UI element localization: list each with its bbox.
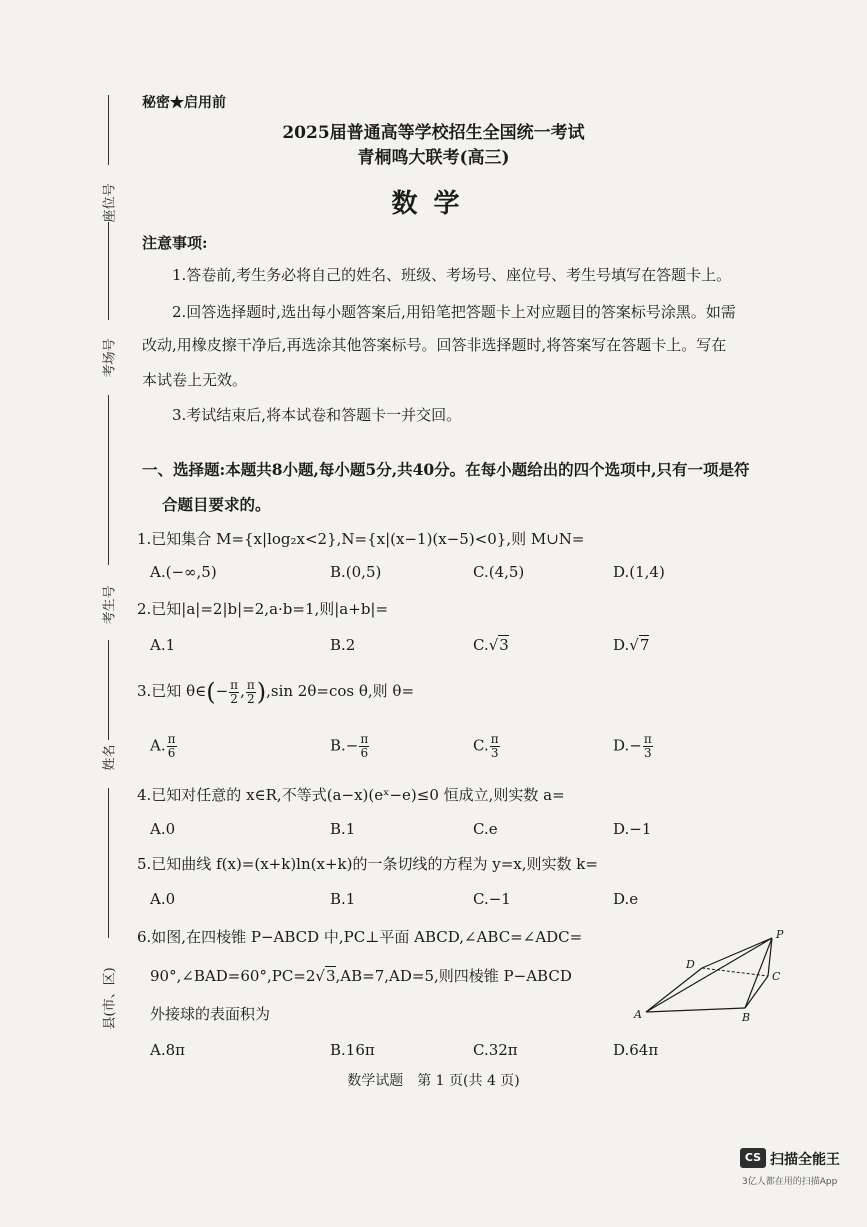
q1-option-b: B.(0,5)	[330, 563, 382, 581]
watermark-tagline: 3亿人都在用的扫描App	[742, 1177, 838, 1187]
notice-item-1: 1.答卷前,考生务必将自己的姓名、班级、考场号、座位号、考生号填写在答题卡上。	[172, 266, 732, 284]
exam-title: 2025届普通高等学校招生全国统一考试	[282, 123, 585, 143]
section-heading-cont: 合题目要求的。	[162, 495, 271, 514]
room-label: 考场号	[102, 338, 118, 378]
question-6-line-1: 6.如图,在四棱锥 P−ABCD 中,PC⊥平面 ABCD,∠ABC=∠ADC=	[137, 928, 583, 946]
q3-option-d: D.− $\frac{\pi}{3}$	[613, 732, 652, 760]
q2-option-a: A.1	[150, 636, 176, 654]
secret-label: 秘密★启用前	[142, 95, 226, 111]
binding-line-2	[108, 222, 109, 320]
q2-option-c: C.√3	[473, 636, 509, 654]
q5-option-c: C.−1	[473, 890, 511, 908]
q5-option-d: D.e	[613, 890, 639, 908]
edge-ab	[646, 1008, 745, 1012]
question-1-stem: 1.已知集合 M={x|log₂x<2},N={x|(x−1)(x−5)<0},则 M∪N=	[137, 530, 585, 548]
q1-option-c: C.(4,5)	[473, 563, 525, 581]
seat-label: 座位号	[102, 183, 118, 223]
q6-option-a: A.8π	[150, 1041, 186, 1059]
q6-option-b: B.16π	[330, 1041, 375, 1059]
candidate-label: 考生号	[102, 585, 118, 625]
binding-line-4	[108, 640, 109, 740]
question-3-stem: 3.已知 θ∈(− $\frac{\pi}{2}$ , $\frac{\pi}{2}$ ),sin 2θ=cos θ,则 θ=	[137, 677, 415, 706]
q4-option-d: D.−1	[613, 820, 652, 838]
question-2-stem: 2.已知|a|=2|b|=2,a·b=1,则|a+b|=	[137, 600, 389, 618]
q6-option-c: C.32π	[473, 1041, 518, 1059]
q1-option-d: D.(1,4)	[613, 563, 665, 581]
edge-pd	[702, 938, 772, 968]
county-label: 县(市、区)	[102, 967, 118, 1030]
q3-option-a: A. $\frac{\pi}{6}$	[150, 732, 176, 760]
notice-heading: 注意事项:	[142, 234, 208, 252]
q5-option-b: B.1	[330, 890, 356, 908]
label-p: P	[776, 928, 784, 941]
q3-option-c: C. $\frac{\pi}{3}$	[473, 732, 499, 760]
notice-item-2-line-1: 2.回答选择题时,选出每小题答案后,用铅笔把答题卡上对应题目的答案标号涂黑。如需	[172, 303, 736, 321]
pyramid-figure	[630, 928, 795, 1023]
subject-title: 数学	[391, 189, 476, 219]
q1-option-a: A.(−∞,5)	[150, 563, 217, 581]
binding-line-5	[108, 788, 109, 938]
q4-option-b: B.1	[330, 820, 356, 838]
question-5-stem: 5.已知曲线 f(x)=(x+k)ln(x+k)的一条切线的方程为 y=x,则实数 k=	[137, 855, 598, 873]
q2-option-d: D.√7	[613, 636, 650, 654]
binding-line-3	[108, 395, 109, 565]
edge-ad	[646, 968, 702, 1012]
notice-item-2-line-3: 本试卷上无效。	[142, 371, 248, 389]
question-6-line-3: 外接球的表面积为	[150, 1005, 271, 1023]
section-heading: 一、选择题:本题共8小题,每小题5分,共40分。在每小题给出的四个选项中,只有一项是符	[142, 460, 750, 479]
q3-option-b: B.− $\frac{\pi}{6}$	[330, 732, 369, 760]
name-label: 姓名	[102, 744, 118, 771]
edge-bc	[745, 976, 768, 1008]
watermark-name: 扫描全能王	[770, 1152, 840, 1168]
label-c: C	[772, 970, 781, 983]
q4-option-c: C.e	[473, 820, 498, 838]
exam-subtitle: 青桐鸣大联考(高三)	[357, 148, 510, 168]
notice-item-2-line-2: 改动,用橡皮擦干净后,再选涂其他答案标号。回答非选择题时,将答案写在答题卡上。写在	[142, 336, 727, 354]
notice-item-3: 3.考试结束后,将本试卷和答题卡一并交回。	[172, 406, 462, 424]
camscanner-logo-icon: CS	[740, 1148, 766, 1168]
q2-option-b: B.2	[330, 636, 356, 654]
question-6-line-2: 90°,∠BAD=60°,PC=2√3,AB=7,AD=5,则四棱锥 P−ABCD	[150, 967, 572, 985]
label-d: D	[686, 958, 695, 971]
q6-option-d: D.64π	[613, 1041, 659, 1059]
question-4-stem: 4.已知对任意的 x∈R,不等式(a−x)(eˣ−e)≤0 恒成立,则实数 a=	[137, 786, 565, 804]
edge-pa	[646, 938, 772, 1012]
page-footer: 数学试题 第 1 页(共 4 页)	[347, 1073, 520, 1089]
label-a: A	[634, 1008, 642, 1021]
q4-option-a: A.0	[150, 820, 176, 838]
label-b: B	[742, 1011, 751, 1023]
q5-option-a: A.0	[150, 890, 176, 908]
